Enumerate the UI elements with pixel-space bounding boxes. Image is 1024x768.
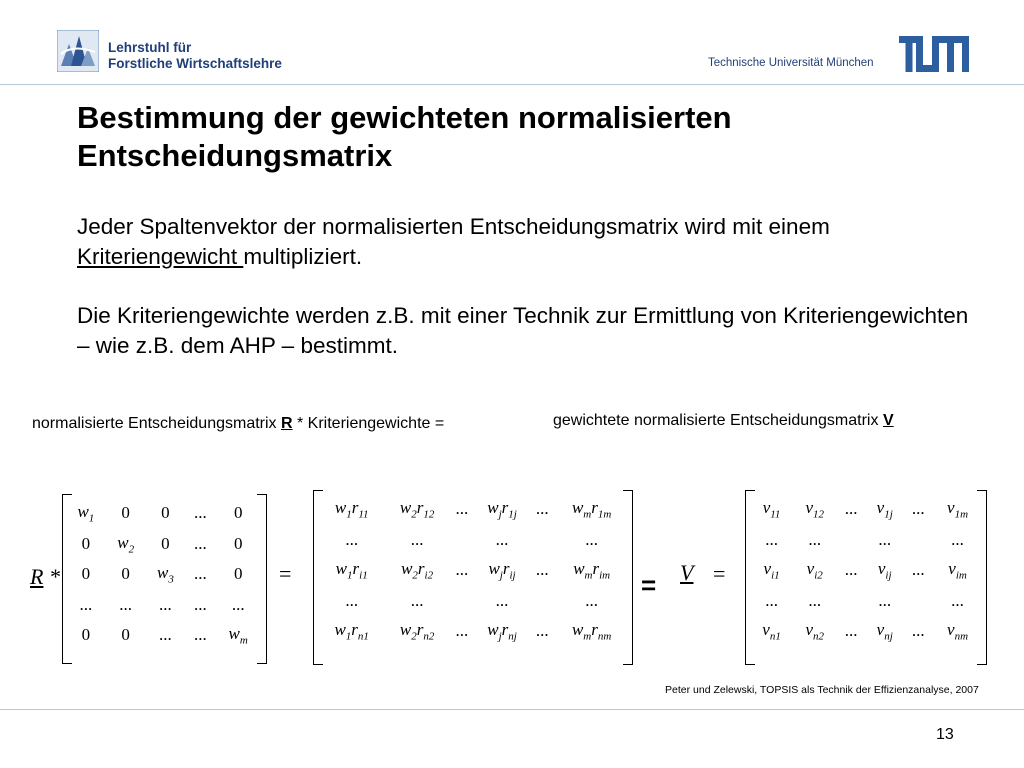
weights-cell: $w_1$ — [77, 502, 95, 525]
chair-line-2: Forstliche Wirtschaftslehre — [108, 56, 282, 71]
weights-cell: ... — [231, 594, 245, 614]
weights-cell: ... — [193, 625, 207, 645]
weights-cell: 0 — [81, 533, 91, 553]
v-cell: $v_{nm}$ — [947, 620, 969, 643]
weights-cell: ... — [79, 594, 93, 614]
v-row — [750, 525, 982, 556]
weighted-cell: $w_mr_{nm}$ — [571, 620, 612, 643]
weights-cell: ... — [159, 625, 172, 645]
eq-right-a: gewichtete normalisierte Entscheidungsmatrix — [553, 412, 883, 429]
page-number: 13 — [936, 726, 954, 743]
weights-cell: 0 — [233, 533, 243, 553]
weighted-matrix — [313, 490, 633, 665]
v-cell: ... — [878, 529, 892, 549]
weights-cell: ... — [193, 533, 207, 553]
weights-matrix — [62, 494, 267, 664]
v-cell: $v_{n2}$ — [805, 620, 824, 643]
weighted-cell: $w_jr_{nj}$ — [487, 620, 517, 643]
weighted-cell: $w_1r_{11}$ — [334, 498, 369, 521]
university-name: Technische Universität München — [708, 57, 874, 69]
weighted-cell: ... — [345, 590, 359, 610]
weights-row — [66, 620, 261, 651]
v-cell — [903, 525, 933, 556]
equals-2: = — [641, 570, 657, 600]
chair-logo-icon — [57, 30, 99, 72]
weighted-cell: ... — [410, 529, 424, 549]
weights-cell: $w_m$ — [228, 624, 248, 647]
weights-cell: ... — [159, 594, 172, 614]
weighted-cell: $w_2r_{n2}$ — [399, 620, 435, 643]
eq-left-r: R — [281, 415, 293, 432]
v-cell: $v_{1m}$ — [947, 498, 969, 521]
weighted-cell: $w_jr_{ij}$ — [488, 559, 516, 582]
v-cell: ... — [844, 621, 858, 641]
v-cell: $v_{n1}$ — [762, 620, 781, 643]
v-matrix — [745, 490, 987, 665]
weighted-cell: ... — [535, 621, 549, 641]
weighted-row — [319, 555, 629, 586]
star-symbol: * — [48, 564, 60, 589]
v-cell: ... — [878, 590, 892, 610]
weights-cell: 0 — [121, 503, 130, 523]
weighted-table — [319, 494, 629, 647]
weighted-cell: ... — [585, 529, 599, 549]
v-cell: ... — [911, 621, 925, 641]
v-cell: $v_{nj}$ — [876, 620, 893, 643]
weights-cell: 0 — [161, 533, 170, 553]
weights-cell: ... — [119, 594, 133, 614]
weights-cell: ... — [193, 594, 207, 614]
weights-row — [66, 559, 261, 590]
weighted-cell: ... — [585, 590, 599, 610]
v-cell: $v_{12}$ — [805, 498, 824, 521]
weighted-cell — [530, 525, 554, 556]
v-symbol-letter: V — [680, 560, 694, 585]
weighted-cell: $w_mr_{1m}$ — [571, 498, 612, 521]
v-table — [750, 494, 982, 647]
weighted-cell: ... — [410, 590, 424, 610]
v-cell: $v_{i2}$ — [806, 559, 823, 582]
weighted-row — [319, 616, 629, 647]
paragraph-1-underlined: Kriteriengewicht — [77, 244, 244, 269]
v-cell — [836, 525, 866, 556]
weighted-cell — [530, 586, 554, 617]
v-cell: $v_{1j}$ — [876, 498, 893, 521]
weights-cell: $w_2$ — [117, 532, 135, 555]
r-symbol-letter: R — [30, 564, 44, 589]
weights-cell: 0 — [121, 625, 130, 645]
v-cell: $v_{im}$ — [948, 559, 967, 582]
v-cell: ... — [808, 529, 822, 549]
v-cell: ... — [844, 560, 858, 580]
v-cell: ... — [911, 499, 925, 519]
weighted-cell: $w_mr_{im}$ — [573, 559, 611, 582]
v-row — [750, 494, 982, 525]
v-cell: ... — [765, 590, 778, 610]
v-cell: ... — [808, 590, 822, 610]
v-row — [750, 616, 982, 647]
tum-logo-icon — [899, 36, 969, 77]
paragraph-1-text-a: Jeder Spaltenvektor der normalisierten Entscheidungsmatrix wird mit einem — [77, 214, 830, 239]
paragraph-1 — [77, 212, 977, 272]
eq-right-v: V — [882, 412, 894, 429]
weights-cell: $w_3$ — [156, 563, 174, 586]
v-cell: $v_{ij}$ — [877, 559, 892, 582]
weighted-cell: ... — [455, 560, 469, 580]
source-footnote: Peter und Zelewski, TOPSIS als Technik der Effizienzanalyse, 2007 — [665, 684, 979, 696]
weighted-cell: ... — [535, 560, 549, 580]
chair-name — [108, 40, 282, 72]
weights-cell: 0 — [81, 625, 91, 645]
weighted-cell: $w_1r_{n1}$ — [334, 620, 369, 643]
weights-cell: 0 — [81, 564, 91, 584]
equation-left-label — [32, 415, 444, 433]
weights-cell: 0 — [121, 564, 130, 584]
weights-cell: ... — [193, 503, 207, 523]
weighted-cell: ... — [345, 529, 359, 549]
weights-row — [66, 498, 261, 529]
weights-cell: 0 — [233, 503, 243, 523]
weighted-cell — [450, 586, 474, 617]
v-cell: $v_{11}$ — [762, 498, 781, 521]
weights-row — [66, 590, 261, 621]
weighted-cell: $w_2r_{12}$ — [399, 498, 435, 521]
v-cell: ... — [765, 529, 778, 549]
weights-table — [66, 498, 261, 651]
weighted-cell: ... — [535, 499, 549, 519]
header-divider — [0, 84, 1024, 85]
weighted-row — [319, 586, 629, 617]
v-symbol — [680, 560, 693, 586]
weights-cell: 0 — [233, 564, 243, 584]
eq-left-b: * Kriteriengewichte = — [292, 415, 445, 432]
slide-title: Bestimmung der gewichteten normalisierten Entscheidungsmatrix — [77, 100, 732, 173]
equation-right-label — [553, 412, 894, 430]
weighted-cell: ... — [495, 590, 509, 610]
weighted-cell: $w_1r_{i1}$ — [335, 559, 368, 582]
weights-row — [66, 529, 261, 560]
v-cell: ... — [844, 499, 858, 519]
v-cell — [836, 586, 866, 617]
v-cell: ... — [911, 560, 925, 580]
v-row — [750, 586, 982, 617]
weighted-cell: $w_jr_{1j}$ — [487, 498, 517, 521]
chair-line-1: Lehrstuhl für — [108, 40, 192, 55]
weighted-cell: ... — [455, 499, 469, 519]
weighted-cell: ... — [495, 529, 509, 549]
footer-divider — [0, 709, 1024, 710]
equals-3: = — [713, 561, 726, 586]
weighted-cell: $w_2r_{i2}$ — [401, 559, 434, 582]
weighted-row — [319, 494, 629, 525]
weights-cell: ... — [193, 564, 207, 584]
eq-left-a: normalisierte Entscheidungsmatrix — [32, 415, 281, 432]
v-cell: ... — [951, 590, 964, 610]
equals-1: = — [279, 561, 292, 586]
weighted-cell — [450, 525, 474, 556]
v-cell — [903, 586, 933, 617]
paragraph-2: Die Kriteriengewichte werden z.B. mit einer Technik zur Ermittlung von Kriteriengewichten – wie z.B. dem AHP – bestimmt. — [77, 303, 969, 358]
weighted-cell: ... — [455, 621, 469, 641]
v-cell: ... — [951, 529, 964, 549]
paragraph-1-text-b: multipliziert. — [243, 244, 363, 269]
v-row — [750, 555, 982, 586]
r-symbol — [30, 564, 60, 590]
v-cell: $v_{i1}$ — [763, 559, 780, 582]
weights-cell: 0 — [161, 503, 170, 523]
weighted-row — [319, 525, 629, 556]
